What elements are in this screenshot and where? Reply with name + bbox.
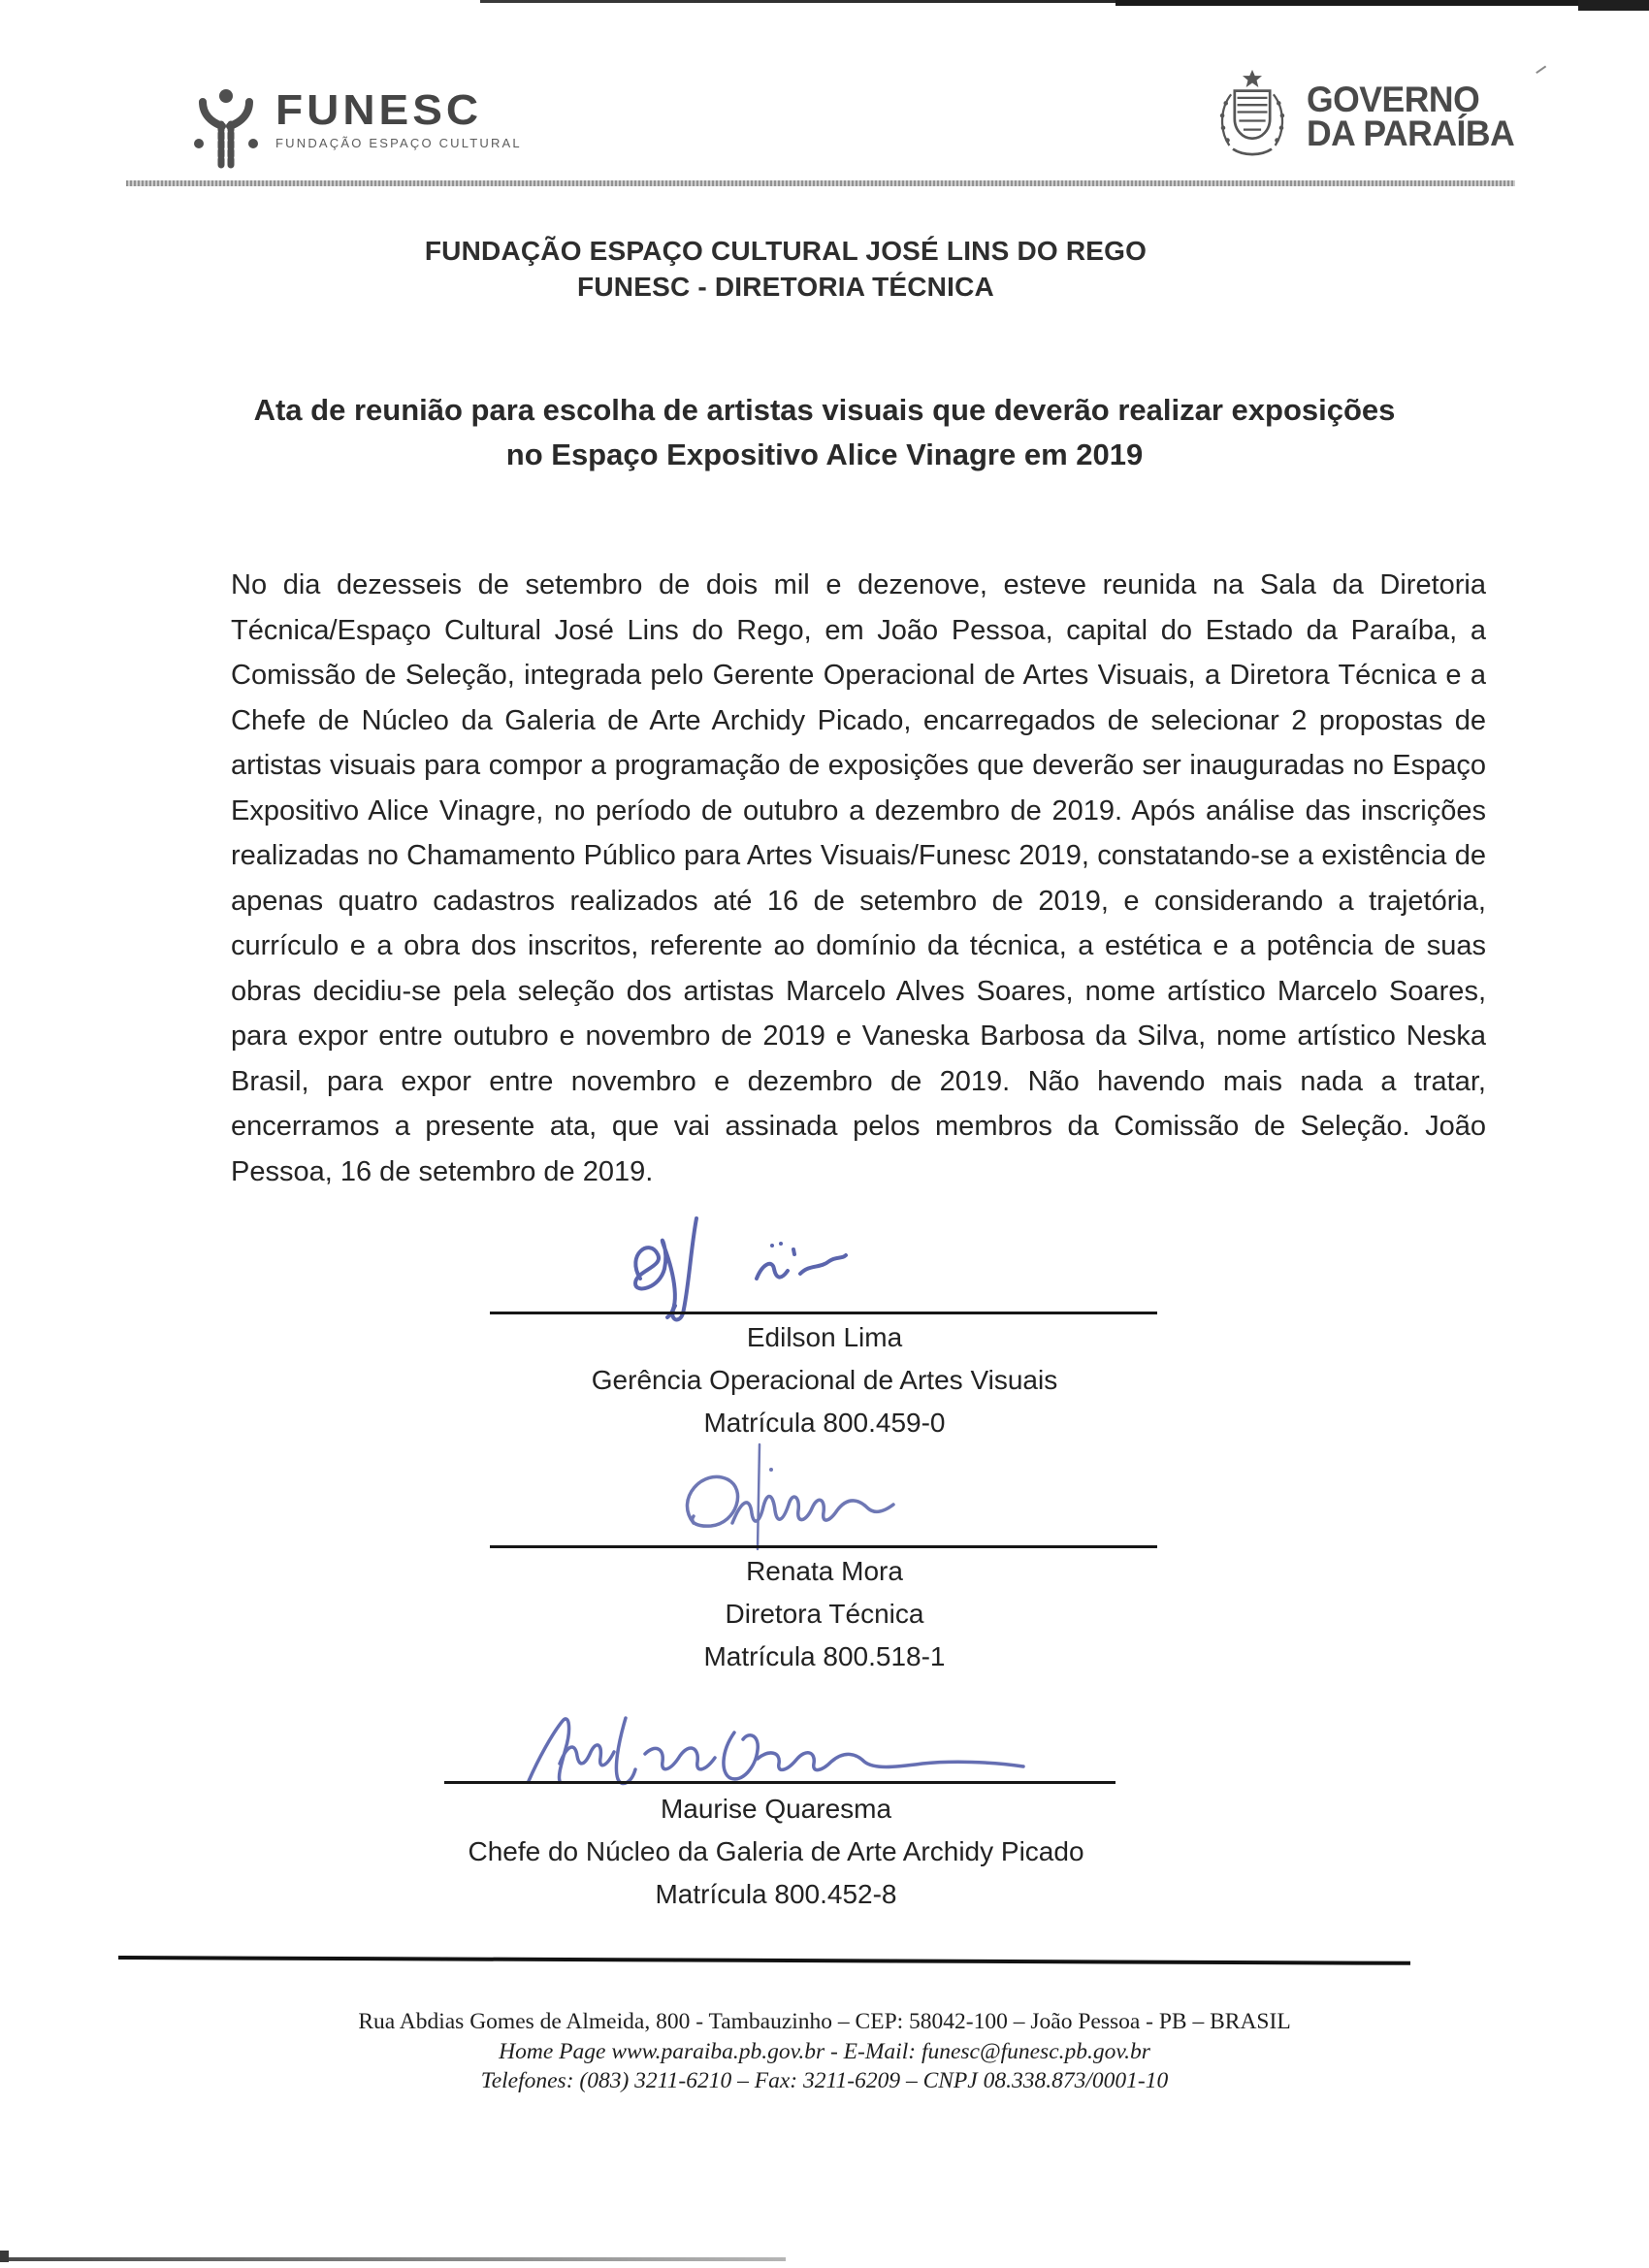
footer-divider xyxy=(118,1956,1410,1965)
signatory-registration-1: Matrícula 800.459-0 xyxy=(703,1408,946,1438)
signature-line-2 xyxy=(490,1545,1157,1548)
signatory-name-3: Maurise Quaresma xyxy=(660,1794,892,1824)
funesc-wordmark xyxy=(275,87,522,150)
signatory-role-1: Gerência Operacional de Artes Visuais xyxy=(591,1365,1058,1395)
document-title xyxy=(0,388,1649,477)
signatory-registration-3: Matrícula 800.452-8 xyxy=(655,1879,897,1909)
funesc-subtitle: FUNDAÇÃO ESPAÇO CULTURAL xyxy=(275,136,522,150)
signature-ink-edilson-lima xyxy=(582,1211,912,1325)
funesc-name: FUNESC xyxy=(275,85,483,134)
signature-ink-renata-mora xyxy=(635,1441,965,1557)
footer-address: Rua Abdias Gomes de Almeida, 800 - Tambauzinho – CEP: 58042-100 – João Pessoa - PB – BRASIL xyxy=(358,2009,1291,2034)
signatory-registration-2: Matrícula 800.518-1 xyxy=(703,1641,946,1671)
footer xyxy=(242,2006,1406,2095)
governo-line2: DA PARAÍBA xyxy=(1307,113,1515,153)
paraiba-coat-of-arms-icon xyxy=(1208,68,1297,165)
signatory-name-1: Edilson Lima xyxy=(746,1322,903,1352)
scan-artifact-bottom-left-corner xyxy=(0,2251,9,2262)
signatory-role-3: Chefe do Núcleo da Galeria de Arte Archidy Picado xyxy=(468,1836,1084,1866)
organization-title-line1: FUNDAÇÃO ESPAÇO CULTURAL JOSÉ LINS DO REGO xyxy=(424,236,1148,266)
funesc-logo xyxy=(190,87,522,171)
governo-line1: GOVERNO xyxy=(1307,80,1480,119)
funesc-tree-figure-icon xyxy=(190,87,262,171)
signatory-role-2: Diretora Técnica xyxy=(725,1599,924,1629)
scan-artifact-top-right-corner xyxy=(1578,0,1649,11)
header-divider xyxy=(126,180,1515,186)
scan-artifact-top-edge-dark xyxy=(1116,0,1649,6)
signature-line-1 xyxy=(490,1312,1157,1314)
scan-speck xyxy=(1536,65,1551,80)
document-title-line1: Ata de reunião para escolha de artistas visuais que deverão realizar exposições xyxy=(253,393,1396,427)
footer-phones-cnpj: Telefones: (083) 3211-6210 – Fax: 3211-6209 – CNPJ 08.338.873/0001-10 xyxy=(480,2068,1169,2093)
document-title-line2: no Espaço Expositivo Alice Vinagre em 2019 xyxy=(505,437,1144,471)
governo-da-paraiba-logo xyxy=(1208,68,1523,165)
organization-title-line2: FUNESC - DIRETORIA TÉCNICA xyxy=(577,272,994,302)
organization-title xyxy=(0,233,1571,305)
signatory-name-2: Renata Mora xyxy=(746,1556,903,1586)
scan-artifact-bottom-edge xyxy=(0,2257,786,2261)
signature-line-3 xyxy=(444,1781,1116,1784)
footer-web-email: Home Page www.paraiba.pb.gov.br - E-Mail: funesc@funesc.pb.gov.br xyxy=(499,2039,1150,2064)
governo-wordmark xyxy=(1307,80,1515,153)
body-paragraph: No dia dezesseis de setembro de dois mil e dezenove, esteve reunida na Sala da Diretoria Técnica/Espaço Cultural José Lins do Rego, em João Pessoa, capital do Estado da Paraíba, a Comissão de Seleção, integrada pelo Gerente Operacional de Artes Visuais, a Diretora Técnica e a Chefe de Núcleo da Galeria de Arte Archidy Picado, encarregados de selecionar 2 propostas de artistas visuais para compor a programação de exposições que deverão ser inauguradas no Espaço Expositivo Alice Vinagre, no período de outubro a dezembro de 2019. Após análise das inscrições realizadas no Chamamento Público para Artes Visuais/Funesc 2019, constatando-se a existência de apenas quatro cadastros realizados até 16 de setembro de 2019, e considerando a trajetória, currículo e a obra dos inscritos, referente ao domínio da técnica, a estética e a potência de suas obras decidiu-se pela seleção dos artistas Marcelo Alves Soares, nome artístico Marcelo Soares, para expor entre outubro e novembro de 2019 e Vaneska Barbosa da Silva, nome artístico Neska Brasil, para expor entre novembro e dezembro de 2019. Não havendo mais nada a tratar, encerramos a presente ata, que vai assinada pelos membros da Comissão de Seleção. João Pessoa, 16 de setembro de 2019. xyxy=(231,569,1486,1187)
